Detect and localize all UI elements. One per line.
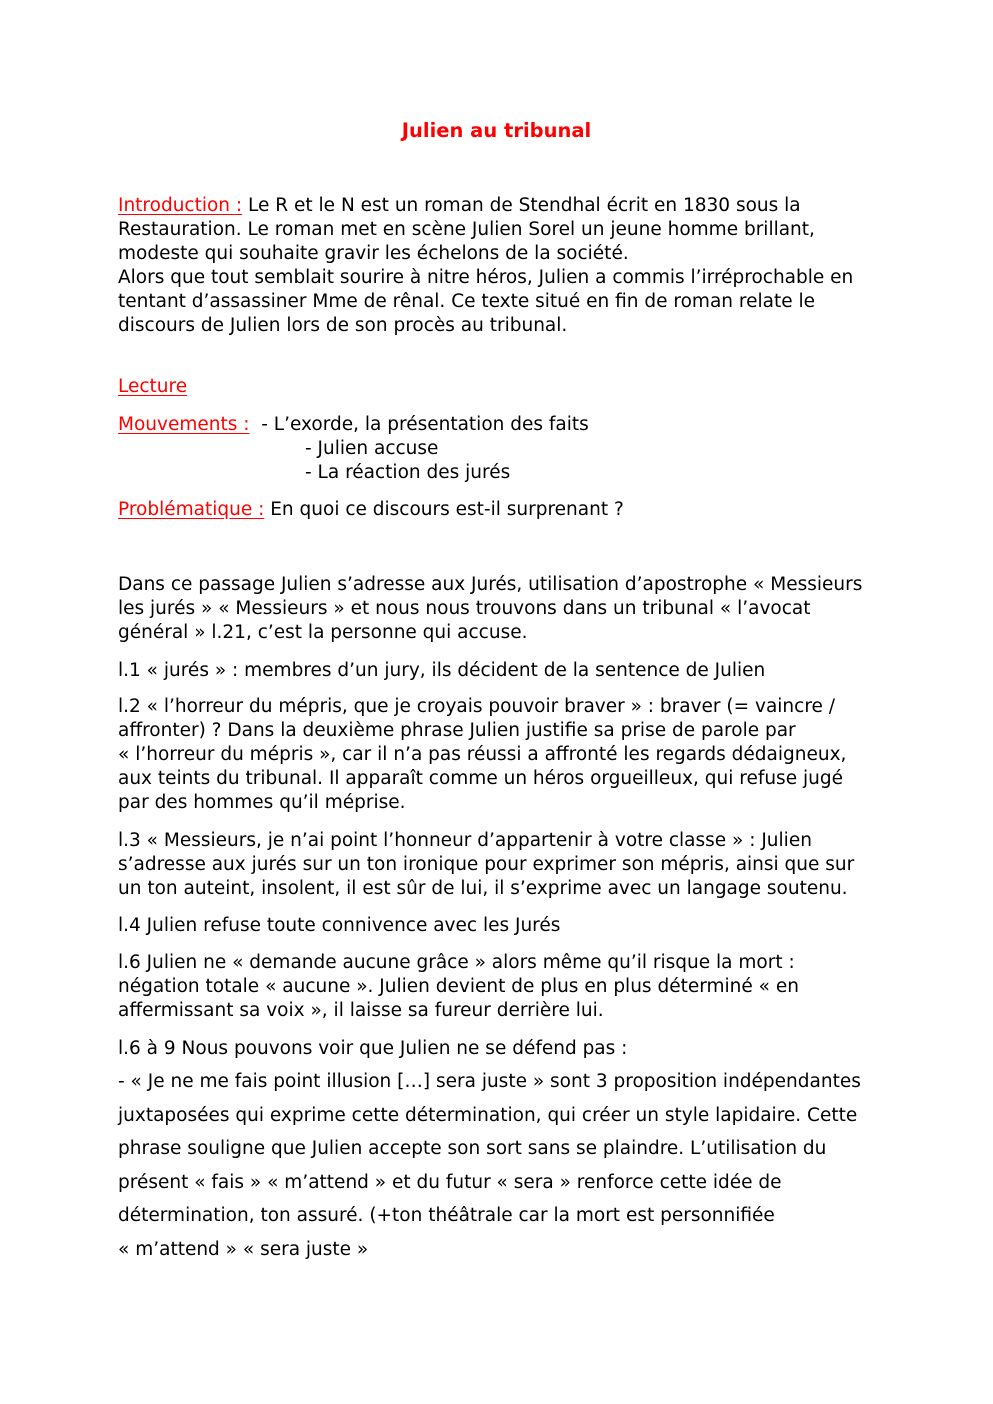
intro-line: tentant d’assassiner Mme de rênal. Ce texte situé en fin de roman relate le xyxy=(118,291,815,312)
analysis-paragraph-8: - « Je ne me fais point illusion […] sera juste » sont 3 proposition indépendantes juxtaposées qui exprime cette détermination, qui créer un style lapidaire. Cette phrase souligne que Julien accepte son sort sans se plaindre. L’utilisation du présent « fais » « m’attend » et du futur « sera » renforce cette idée de détermination, ton assuré. (+ton théâtrale car la mort est personnifiée « m’attend » « sera juste » xyxy=(118,1071,861,1260)
mouvement-item: - La réaction des jurés xyxy=(305,462,511,483)
mouvement-item: - Julien accuse xyxy=(305,438,439,459)
lecture-label: Lecture xyxy=(118,376,188,397)
analysis-paragraph-1: Dans ce passage Julien s’adresse aux Jurés, utilisation d’apostrophe « Messieurs les jurés » « Messieurs » et nous nous trouvons dans un tribunal « l’avocat général » l.21, c’est la personne qui accuse. xyxy=(118,574,863,643)
intro-line: discours de Julien lors de son procès au tribunal. xyxy=(118,315,568,336)
page-title: Julien au tribunal xyxy=(401,119,592,142)
analysis-paragraph-3: l.2 « l’horreur du mépris, que je croyais pouvoir braver » : braver (= vaincre / affronter) ? Dans la deuxième phrase Julien justifie sa prise de parole par « l’horreur du mépris », car il n’a pas réussi a affronté les regards dédaigneux, aux teints du tribunal. Il apparaît comme un héros orgueilleux, qui refuse jugé par des hommes qu’il méprise. xyxy=(118,696,847,813)
analysis-paragraph-6: l.6 Julien ne « demande aucune grâce » alors même qu’il risque la mort : négation totale « aucune ». Julien devient de plus en plus déterminé « en affermissant sa voix », il laisse sa fureur derrière lui. xyxy=(118,952,799,1021)
analysis-paragraph-7: l.6 à 9 Nous pouvons voir que Julien ne se défend pas : xyxy=(118,1038,628,1059)
introduction-paragraph xyxy=(118,194,878,338)
lecture-heading xyxy=(118,375,878,399)
intro-line: Restauration. Le roman met en scène Julien Sorel un jeune homme brillant, xyxy=(118,219,815,240)
analysis-paragraph-2: l.1 « jurés » : membres d’un jury, ils décident de la sentence de Julien xyxy=(118,660,766,681)
intro-line: Le R et le N est un roman de Stendhal écrit en 1830 sous la xyxy=(248,195,801,216)
problematique-label: Problématique : xyxy=(118,499,265,520)
mouvement-item: - L’exorde, la présentation des faits xyxy=(261,414,589,435)
intro-line: modeste qui souhaite gravir les échelons de la société. xyxy=(118,243,629,264)
analysis-paragraph-4: l.3 « Messieurs, je n’ai point l’honneur d’appartenir à votre classe » : Julien s’adresse aux jurés sur un ton ironique pour exprimer son mépris, ainsi que sur un ton auteint, insolent, il est sûr de lui, il s’exprime avec un langage soutenu. xyxy=(118,830,855,899)
problematique-text: En quoi ce discours est-il surprenant ? xyxy=(270,499,624,520)
analysis-paragraph-5: l.4 Julien refuse toute connivence avec les Jurés xyxy=(118,915,561,936)
mouvements-section xyxy=(118,413,878,485)
introduction-label: Introduction : xyxy=(118,195,243,216)
intro-line: Alors que tout semblait sourire à nitre héros, Julien a commis l’irréprochable en xyxy=(118,267,854,288)
mouvements-label: Mouvements : xyxy=(118,414,250,435)
problematique-section xyxy=(118,498,878,522)
